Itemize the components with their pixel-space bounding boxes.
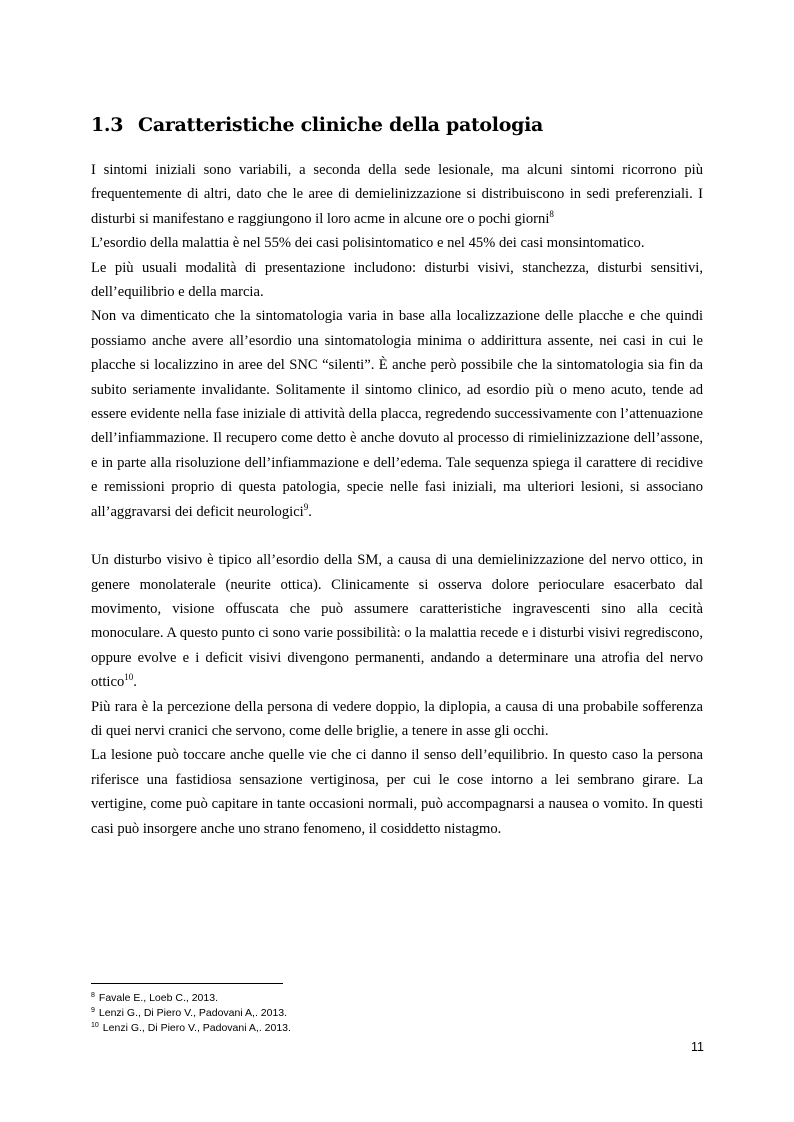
section-heading <box>91 114 711 136</box>
footnote: $^9$ Lenzi G., Di Piero V., Padovani A,. 2013. <box>91 1006 288 1019</box>
paragraph: Più rara è la percezione della persona di vedere doppio, la diplopia, a causa di una probabile sofferenza di quei nervi cranici che servono, come delle briglie, a tenere in asse gli occhi. <box>91 698 703 739</box>
page-number: 11 <box>691 1040 704 1054</box>
body-text <box>91 158 703 841</box>
section-number: 1.3 <box>91 114 124 136</box>
paragraph: Non va dimenticato che la sintomatologia varia in base alla localizzazione delle placche e che quindi possiamo anche avere all’esordio una sintomatologia minima o addirittura assente, nei casi in cui le placche si localizzino in aree del SNC “silenti”. È anche però possibile che la sintomatologia sia fin da subito seriamente invalidante. Solitamente il sintomo clinico, ad esordio più o meno acuto, tende ad essere evidente nella fase iniziale di attività della placca, regredendo successivamente con l’attenuazione dell’infiammazione. Il recupero come detto è anche dovuto al processo di rimielinizzazione dell’assone, e in parte alla risoluzione dell’infiammazione e dell’edema. Tale sequenza spiega il carattere di recidive e remissioni proprio di questa patologia, specie nelle fasi iniziali, ma ulteriori lesioni, si associano all’aggravarsi dei deficit neurologici$^9$. <box>91 308 703 520</box>
paragraph: Un disturbo visivo è tipico all’esordio della SM, a causa di una demielinizzazione del nervo ottico, in genere monolaterale (neurite ottica). Clinicamente si osserva dolore perioculare esacerbato dal movimento, visione offuscata che può assumere caratteristiche ingravescenti sino alla cecità monoculare. A questo punto ci sono varie possibilità: o la malattia recede e i disturbi visivi regrediscono, oppure evolve e i deficit visivi divengono permanenti, andando a determinare una atrofia del nervo ottico$^{10}$. <box>91 552 703 691</box>
footnote-ref: 10 <box>124 672 134 683</box>
section-title: Caratteristiche cliniche della patologia <box>138 114 544 136</box>
paragraph: I sintomi iniziali sono variabili, a seconda della sede lesionale, ma alcuni sintomi ricorrono più frequentemente di altri, dato che le aree di demielinizzazione si distribuiscono in sedi preferenziali. I disturbi si manifestano e raggiungono il loro acme in alcune ore o pochi giorni$^8$ <box>91 162 703 227</box>
paragraph: La lesione può toccare anche quelle vie che ci danno il senso dell’equilibrio. In questo caso la persona riferisce una fastidiosa sensazione vertiginosa, per cui le cose intorno a lei sembrano girare. La vertigine, come può capitare in tante occasioni normali, può accompagnarsi a nausea o vomito. In questi casi può insorgere anche uno strano fenomeno, il cosiddetto nistagmo. <box>91 747 703 837</box>
footnote-ref: 8 <box>549 208 554 219</box>
paragraph: Le più usuali modalità di presentazione includono: disturbi visivi, stanchezza, disturbi sensitivi, dell’equilibrio e della marcia. <box>91 259 703 301</box>
footnote: $^{10}$ Lenzi G., Di Piero V., Padovani A,. 2013. <box>91 1021 291 1034</box>
footnote: $^8$ Favale E., Loeb C., 2013. <box>91 991 218 1004</box>
footnote-separator <box>91 983 283 984</box>
footnote-ref: 9 <box>303 501 309 512</box>
paragraph: L’esordio della malattia è nel 55% dei casi polisintomatico e nel 45% dei casi monsintomatico. <box>91 235 645 252</box>
footnotes <box>91 991 591 1036</box>
